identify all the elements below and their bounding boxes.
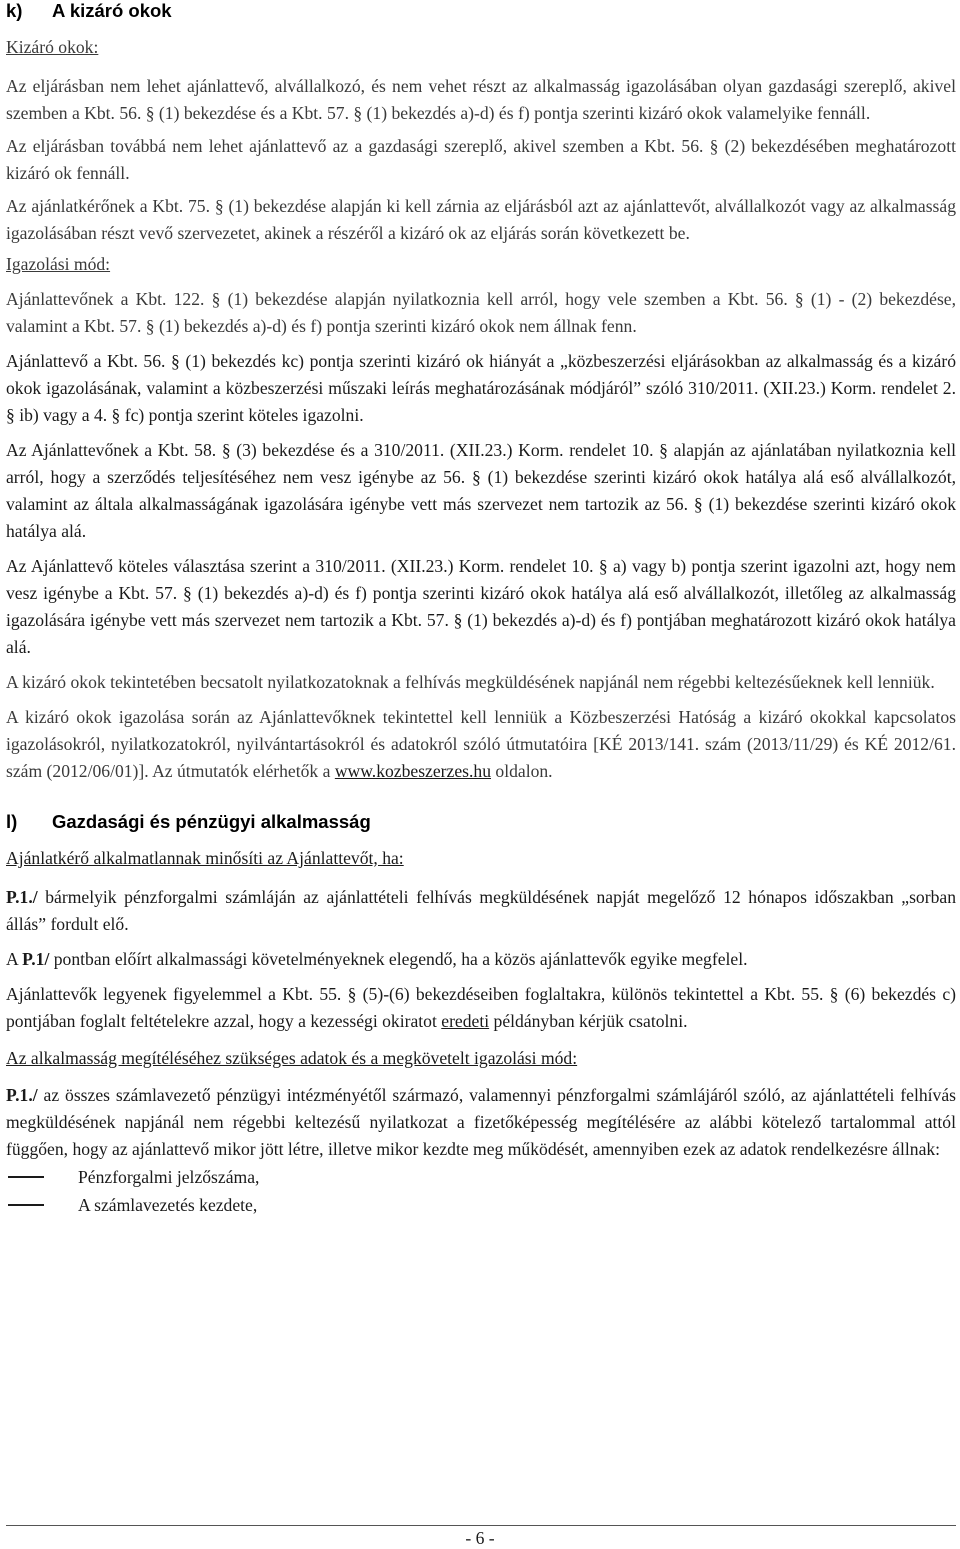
list-item: Pénzforgalmi jelzőszáma,	[6, 1163, 956, 1191]
required-content-list	[6, 1163, 956, 1219]
p1-requirement-text: bármelyik pénzforgalmi számláján az ajánlattételi felhívás megküldésének napját megelőző 12 hónapos időszakban „sorban állás” fordult elő.	[6, 887, 956, 934]
p1-code: P.1./	[6, 887, 38, 907]
p1-evidence-code: P.1./	[6, 1085, 38, 1105]
kezesseg-paragraph	[6, 981, 956, 1035]
igazolasi-mod-paragraph-5: A kizáró okok tekintetében becsatolt nyilatkozatoknak a felhívás megküldésének napjánál nem régebbi keltezésűeknek kell lenniük.	[6, 672, 935, 692]
kezesseg-text-end: példányban kérjük csatolni.	[489, 1011, 688, 1031]
adatok-subheading: Az alkalmasság megítéléséhez szükséges adatok és a megkövetelt igazolási mód:	[6, 1048, 578, 1068]
kezesseg-text: Ajánlattevők legyenek figyelemmel a Kbt. 55. § (5)-(6) bekezdéseiben foglaltakra, különös tekintettel a Kbt. 55. § (6) bekezdés c) pontjában foglalt feltételekre azzal, hogy a kezességi okiratot	[6, 984, 956, 1031]
section-k-title: A kizáró okok	[52, 0, 172, 21]
section-l-label: l)	[6, 811, 18, 832]
alkalmatlansag-subheading: Ajánlatkérő alkalmatlannak minősíti az Ajánlattevőt, ha:	[6, 848, 404, 868]
kizaro-okok-subheading: Kizáró okok:	[6, 37, 99, 57]
kizaro-okok-paragraph-2: Az eljárásban továbbá nem lehet ajánlattevő az a gazdasági szereplő, akivel szemben a Kbt. 56. § (2) bekezdésében meghatározott kizáró ok fennáll.	[6, 136, 956, 183]
p1-requirement-paragraph	[6, 884, 956, 938]
section-l-title: Gazdasági és pénzügyi alkalmasság	[52, 811, 371, 832]
document-page	[6, 0, 956, 1219]
igazolasi-mod-paragraph-4: Az Ajánlattevő köteles választása szerint a 310/2011. (XII.23.) Korm. rendelet 10. § a) vagy b) pontja szerint igazolni azt, hogy nem vesz igénybe a Kbt. 57. § (1) bekezdés a)-d) és f) pontja szerinti kizáró okok hatálya alá eső alvállalkozót, illetőleg az alkalmasság igazolására igénybe vett más szervezet nem tartozik a Kbt. 57. § (1) bekezdés a)-d) és f) pontjában meghatározott kizáró okok hatálya alá.	[6, 556, 956, 657]
kozbeszerzes-link[interactable]: www.kozbeszerzes.hu	[334, 761, 491, 781]
list-item: A számlavezetés kezdete,	[6, 1191, 956, 1219]
igazolasi-mod-paragraph-3: Az Ajánlattevőnek a Kbt. 58. § (3) bekezdése és a 310/2011. (XII.23.) Korm. rendelet 10. § alapján az ajánlatában nyilatkoznia kell arról, hogy a szerződés teljesítéséhez nem vesz igénybe az 56. § (1) bekezdése szerinti kizáró okok hatálya alá eső alvállalkozót, valamint az általa alkalmasságának igazolására igénybe vett más szervezet nem tartozik az 56. § (1) bekezdése szerinti kizáró okok hatálya alá.	[6, 440, 956, 541]
p1-evidence-text: az összes számlavezető pénzügyi intézményétől származó, valamennyi pénzforgalmi számlájáról szóló, az ajánlattételi felhívás megküldésének napjánál nem régebbi keltezésű nyilatkozat a fizetőképesség megítélésére az alábbi kötelező tartalommal attól függően, hogy az ajánlattevő mikor jött létre, illetve mikor kezdte meg működését, amennyiben ezek az adatok rendelkezésre állnak:	[6, 1085, 956, 1159]
kizaro-okok-paragraph-3: Az ajánlatkérőnek a Kbt. 75. § (1) bekezdése alapján ki kell zárnia az eljárásból azt az ajánlattevőt, alvállalkozót vagy az alkalmasság igazolásában részt vevő szervezetet, akinek a részéről a kizáró ok az eljárás során következett be.	[6, 196, 956, 243]
p1-evidence-paragraph	[6, 1082, 956, 1163]
page-number: - 6 -	[465, 1528, 495, 1548]
igazolasi-mod-paragraph-2: Ajánlattevő a Kbt. 56. § (1) bekezdés kc) pontja szerinti kizáró ok hiányát a „közbeszerzési eljárásokban az alkalmasság és a kizáró okok igazolásának, valamint a közbeszerzési műszaki leírás meghatározásának módjáról” szóló 310/2011. (XII.23.) Korm. rendelet 2. § ib) vagy a 4. § fc) pontja szerint köteles igazolni.	[6, 351, 956, 425]
footer-divider	[6, 1525, 956, 1526]
section-l-heading	[6, 811, 956, 833]
kizaro-okok-paragraph-1: Az eljárásban nem lehet ajánlattevő, alvállalkozó, és nem vehet részt az alkalmasság igazolásában olyan gazdasági szereplő, akivel szemben a Kbt. 56. § (1) bekezdése és a Kbt. 57. § (1) bekezdés a)-d) és f) pontja szerinti kizáró okok valamelyike fennáll.	[6, 76, 956, 123]
section-k-label: k)	[6, 0, 23, 21]
eredeti-word: eredeti	[441, 1011, 490, 1031]
section-k-heading	[6, 0, 956, 22]
p1-joint-bidders-paragraph	[6, 946, 956, 973]
guidance-text: A kizáró okok igazolása során az Ajánlattevőknek tekintettel kell lenniük a Közbeszerzési Hatóság a kizáró okokkal kapcsolatos igazolásokról, nyilatkozatokról, nyilvántartásokról és adatokról szóló útmutatóira [KÉ 2013/141. szám (2013/11/29) és KÉ 2012/61. szám (2012/06/01)]. Az útmutatók elérhetők a	[6, 707, 956, 781]
igazolasi-mod-paragraph-1: Ajánlattevőnek a Kbt. 122. § (1) bekezdése alapján nyilatkoznia kell arról, hogy vele szemben a Kbt. 56. § (1) - (2) bekezdése, valamint a Kbt. 57. § (1) bekezdés a)-d) és f) pontja szerinti kizáró okok nem állnak fenn.	[6, 289, 956, 336]
igazolasi-mod-paragraph-6	[6, 704, 956, 785]
p1-joint-code: P.1/	[22, 949, 50, 969]
igazolasi-mod-subheading: Igazolási mód:	[6, 254, 111, 274]
p1-joint-prefix: A	[6, 949, 23, 969]
p1-joint-text: pontban előírt alkalmassági követelményeknek elegendő, ha a közös ajánlattevők egyike megfelel.	[49, 949, 748, 969]
guidance-text-end: oldalon.	[491, 761, 553, 781]
